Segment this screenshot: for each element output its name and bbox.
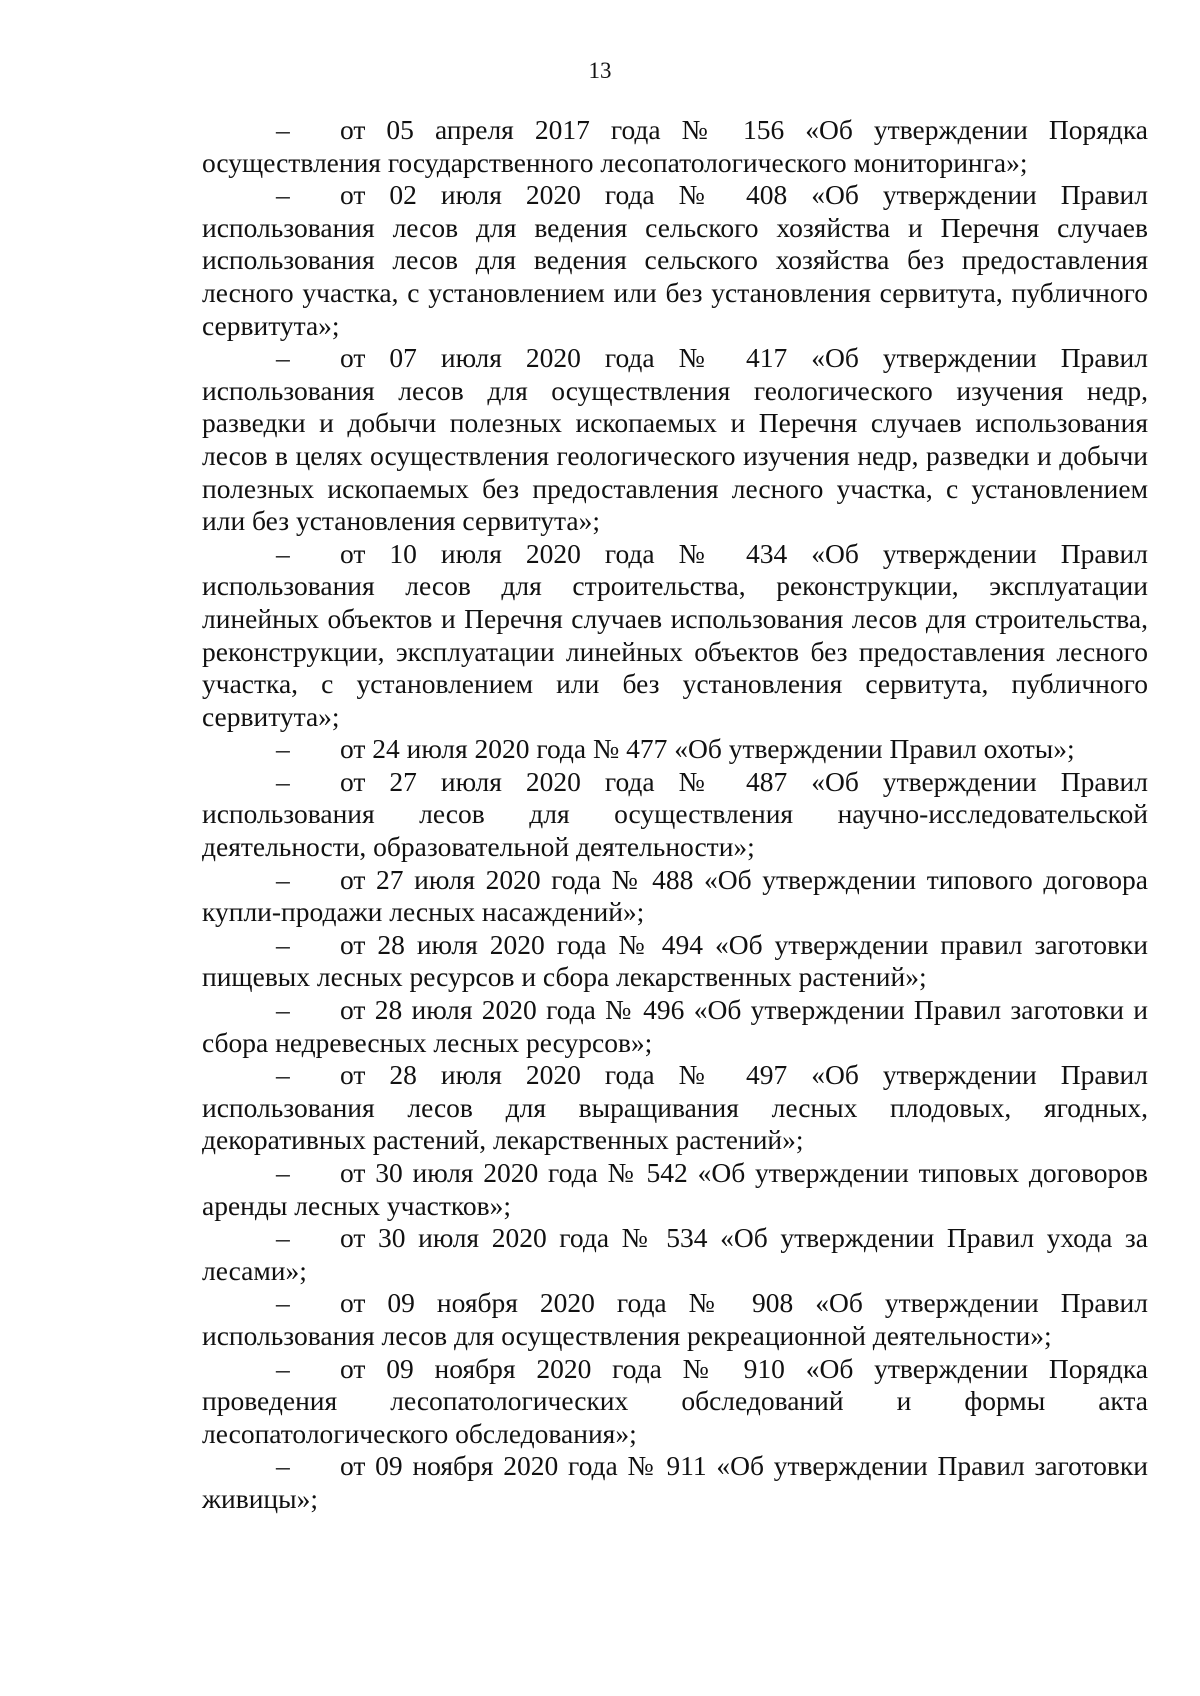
list-item-text: от 28 июля 2020 года № 497 «Об утверждении Правил использования лесов для выращивания лесных плодовых, ягодных, декоративных растений, лекарственных растений»; [202, 1059, 1148, 1156]
list-dash: – [276, 994, 290, 1026]
list-item-text: от 09 ноября 2020 года № 908 «Об утверждении Правил использования лесов для осуществления рекреационной деятельности»; [202, 1287, 1148, 1351]
list-item [202, 1287, 1148, 1352]
document-body [202, 114, 1148, 1516]
page-number: 13 [588, 58, 612, 83]
list-item [202, 179, 1148, 342]
list-item [202, 733, 1148, 766]
list-item-text: от 28 июля 2020 года № 494 «Об утверждении правил заготовки пищевых лесных ресурсов и сбора лекарственных растений»; [202, 928, 1148, 993]
list-item [202, 114, 1148, 179]
list-dash: – [276, 863, 290, 895]
list-item [202, 766, 1148, 864]
list-item-text: от 30 июля 2020 года № 542 «Об утверждении типовых договоров аренды лесных участков»; [202, 1157, 1148, 1221]
list-dash: – [276, 114, 290, 145]
list-item [202, 342, 1148, 538]
list-dash: – [276, 1157, 290, 1188]
list-dash: – [276, 1450, 290, 1482]
list-item-text: от 24 июля 2020 года № 477 «Об утверждении Правил охоты»; [340, 733, 1075, 765]
list-dash: – [276, 1059, 290, 1091]
list-item [202, 1450, 1148, 1515]
list-dash: – [276, 342, 290, 374]
list-item-text: от 02 июля 2020 года № 408 «Об утверждении Правил использования лесов для ведения сельского хозяйства и Перечня случаев использования лесов для ведения сельского хозяйства без предоставления лесного участка, с установлением или без установления сервитута, публичного сервитута»; [202, 179, 1148, 341]
list-item-text: от 05 апреля 2017 года № 156 «Об утверждении Порядка осуществления государственного лесопатологического мониторинга»; [202, 114, 1148, 178]
list-item-text: от 28 июля 2020 года № 496 «Об утверждении Правил заготовки и сбора недревесных лесных ресурсов»; [202, 994, 1148, 1058]
list-dash: – [276, 179, 290, 211]
list-item-text: от 09 ноября 2020 года № 911 «Об утверждении Правил заготовки живицы»; [202, 1450, 1148, 1514]
list-item-text: от 27 июля 2020 года № 488 «Об утверждении типового договора купли-продажи лесных насаждений»; [202, 863, 1148, 928]
list-item [202, 1222, 1148, 1287]
list-dash: – [276, 537, 290, 569]
list-item-text: от 27 июля 2020 года № 487 «Об утверждении Правил использования лесов для осуществления научно-исследовательской деятельности, образовательной деятельности»; [202, 765, 1148, 863]
list-item [202, 538, 1148, 734]
list-item-text: от 30 июля 2020 года № 534 «Об утверждении Правил ухода за лесами»; [202, 1222, 1148, 1286]
list-dash: – [276, 765, 290, 797]
list-dash: – [276, 1287, 290, 1319]
list-dash: – [276, 733, 290, 765]
list-item-text: от 07 июля 2020 года № 417 «Об утверждении Правил использования лесов для осуществления геологического изучения недр, разведки и добычи полезных ископаемых и Перечня случаев использования лесов в целях осуществления геологического изучения недр, разведки и добычи полезных ископаемых без предоставления лесного участка, с установлением или без установления сервитута»; [202, 342, 1148, 537]
list-item [202, 994, 1148, 1059]
list-item [202, 929, 1148, 994]
list-dash: – [276, 928, 290, 960]
list-item [202, 1353, 1148, 1451]
list-dash: – [276, 1222, 290, 1254]
list-item [202, 1157, 1148, 1222]
list-item [202, 1059, 1148, 1157]
list-item [202, 864, 1148, 929]
list-item-text: от 10 июля 2020 года № 434 «Об утверждении Правил использования лесов для строительства, реконструкции, эксплуатации линейных объектов и Перечня случаев использования лесов для строительства, реконструкции, эксплуатации линейных объектов без предоставления лесного участка, с установлением или без установления сервитута, публичного сервитута»; [202, 537, 1148, 732]
list-dash: – [276, 1352, 290, 1384]
list-item-text: от 09 ноября 2020 года № 910 «Об утверждении Порядка проведения лесопатологических обследований и формы акта лесопатологического обследования»; [202, 1352, 1148, 1449]
